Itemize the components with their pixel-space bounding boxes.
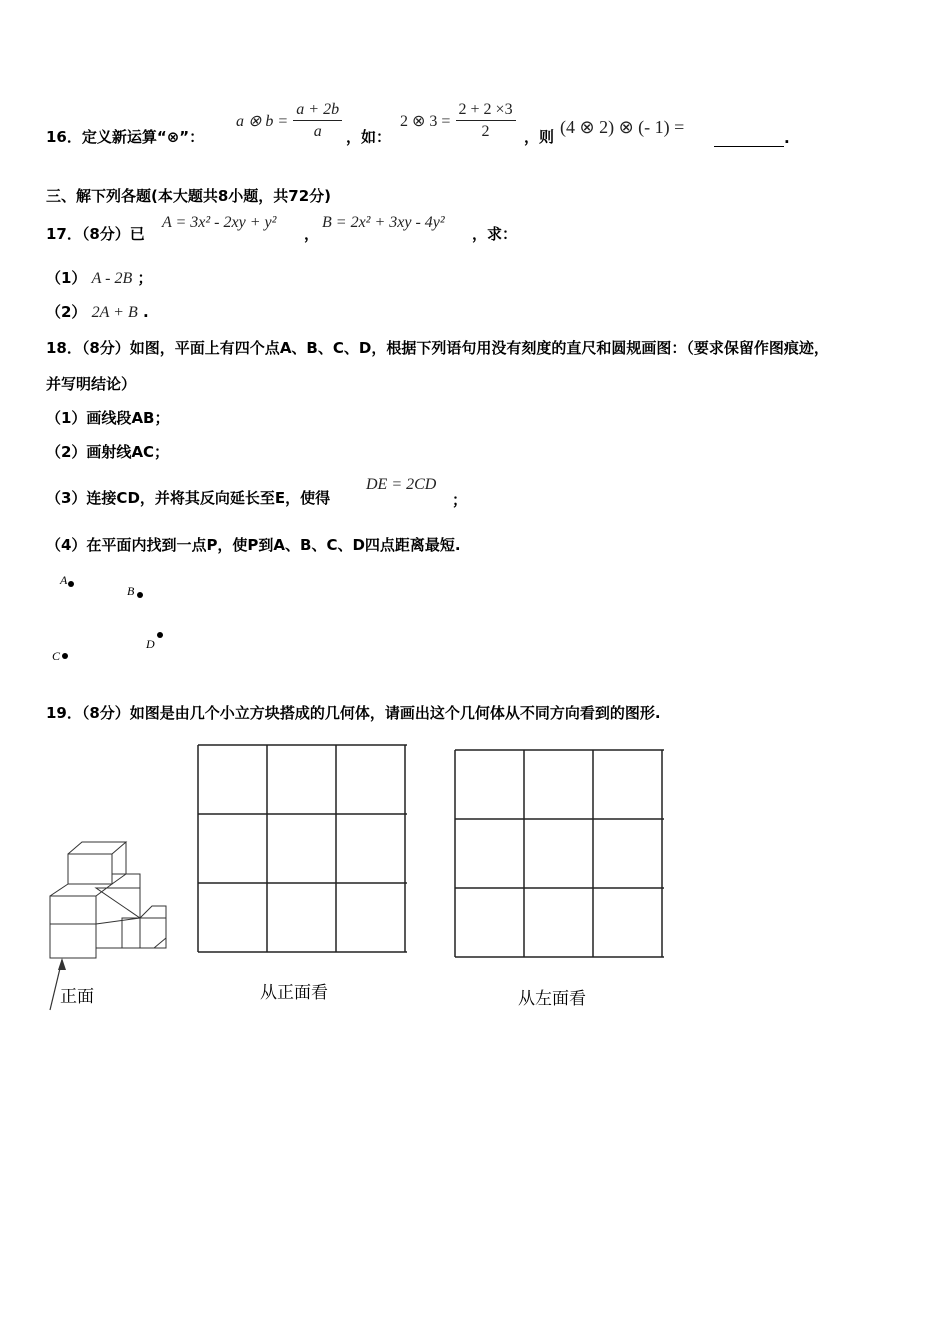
q17-part2-end: .	[142, 303, 149, 321]
q17-part2	[46, 302, 149, 323]
q18-line1: 18．（8分）如图，平面上有四个点A、B、C、D，根据下列语句用没有刻度的直尺和圆规画图：（要求保留作图痕迹，	[46, 339, 829, 357]
q17-expr-b: B = 2x² + 3xy - 4y²	[322, 214, 445, 231]
q16-def-lhs: a ⊗ b =	[236, 113, 289, 130]
q16-def-fraction	[293, 100, 342, 143]
q17-label: 17．（8分）已	[46, 225, 145, 243]
q17-part1-end: ；	[137, 269, 153, 287]
q18-step4: （4）在平面内找到一点P，使P到A、B、C、D四点距离最短.	[46, 536, 461, 554]
q16-def-numerator: a + 2b	[293, 100, 342, 121]
q18-step2: （2）画射线AC；	[46, 443, 170, 461]
q17-part1	[46, 268, 153, 289]
q16-answer-blank[interactable]	[714, 128, 784, 147]
left-view-caption: 从左面看	[518, 989, 586, 1009]
q16-sep2: ，则	[524, 128, 555, 146]
q16-label: 16．定义新运算“⊗”：	[46, 128, 205, 146]
q16-ex-fraction	[456, 100, 516, 143]
q16-period: .	[784, 129, 790, 147]
section3-heading: 三、解下列各题(本大题共8小题，共72分)	[46, 187, 332, 205]
q16-ex-denominator: 2	[481, 123, 490, 140]
q16-sep1: ，如：	[346, 128, 392, 146]
q18-step1: （1）画线段AB；	[46, 409, 170, 427]
q17-part2-label: （2）	[46, 303, 87, 321]
point-a-label: A	[60, 573, 68, 587]
q16-ex-lhs: 2 ⊗ 3 =	[400, 113, 451, 130]
q17-part1-label: （1）	[46, 269, 87, 287]
point-c	[62, 653, 68, 659]
q16-definition	[236, 100, 342, 143]
front-view-grid[interactable]	[195, 742, 410, 957]
q17-part1-expr: A - 2B	[91, 270, 133, 287]
point-a	[68, 581, 74, 587]
q16-example	[400, 100, 516, 143]
point-b	[137, 592, 143, 598]
q17-expr-a: A = 3x² - 2xy + y²	[162, 214, 277, 231]
q16-ex-numerator: 2 + 2 ×3	[456, 100, 516, 121]
left-view-grid[interactable]	[452, 747, 667, 962]
front-view-caption: 从正面看	[260, 983, 328, 1003]
q17-tail: ，求：	[472, 225, 518, 243]
q18-line2: 并写明结论）	[46, 375, 137, 393]
q19-line: 19．（8分）如图是由几个小立方块搭成的几何体，请画出这个几何体从不同方向看到的图形.	[46, 704, 661, 722]
front-direction-label: 正面	[60, 987, 94, 1007]
q18-step3	[46, 488, 330, 508]
point-d-label: D	[146, 637, 155, 651]
q16-def-denominator: a	[313, 123, 322, 140]
q18-step3-math: DE = 2CD	[366, 476, 437, 493]
point-c-label: C	[52, 649, 61, 663]
q18-step3-end: ；	[452, 491, 468, 509]
q17-part2-expr: 2A + B	[91, 304, 138, 321]
q16-expression: (4 ⊗ 2) ⊗ (- 1) =	[560, 117, 685, 137]
q18-step3-text: （3）连接CD，并将其反向延长至E，使得	[46, 489, 331, 507]
point-b-label: B	[127, 584, 135, 598]
point-d	[157, 632, 163, 638]
q17-comma: ，	[304, 225, 320, 243]
